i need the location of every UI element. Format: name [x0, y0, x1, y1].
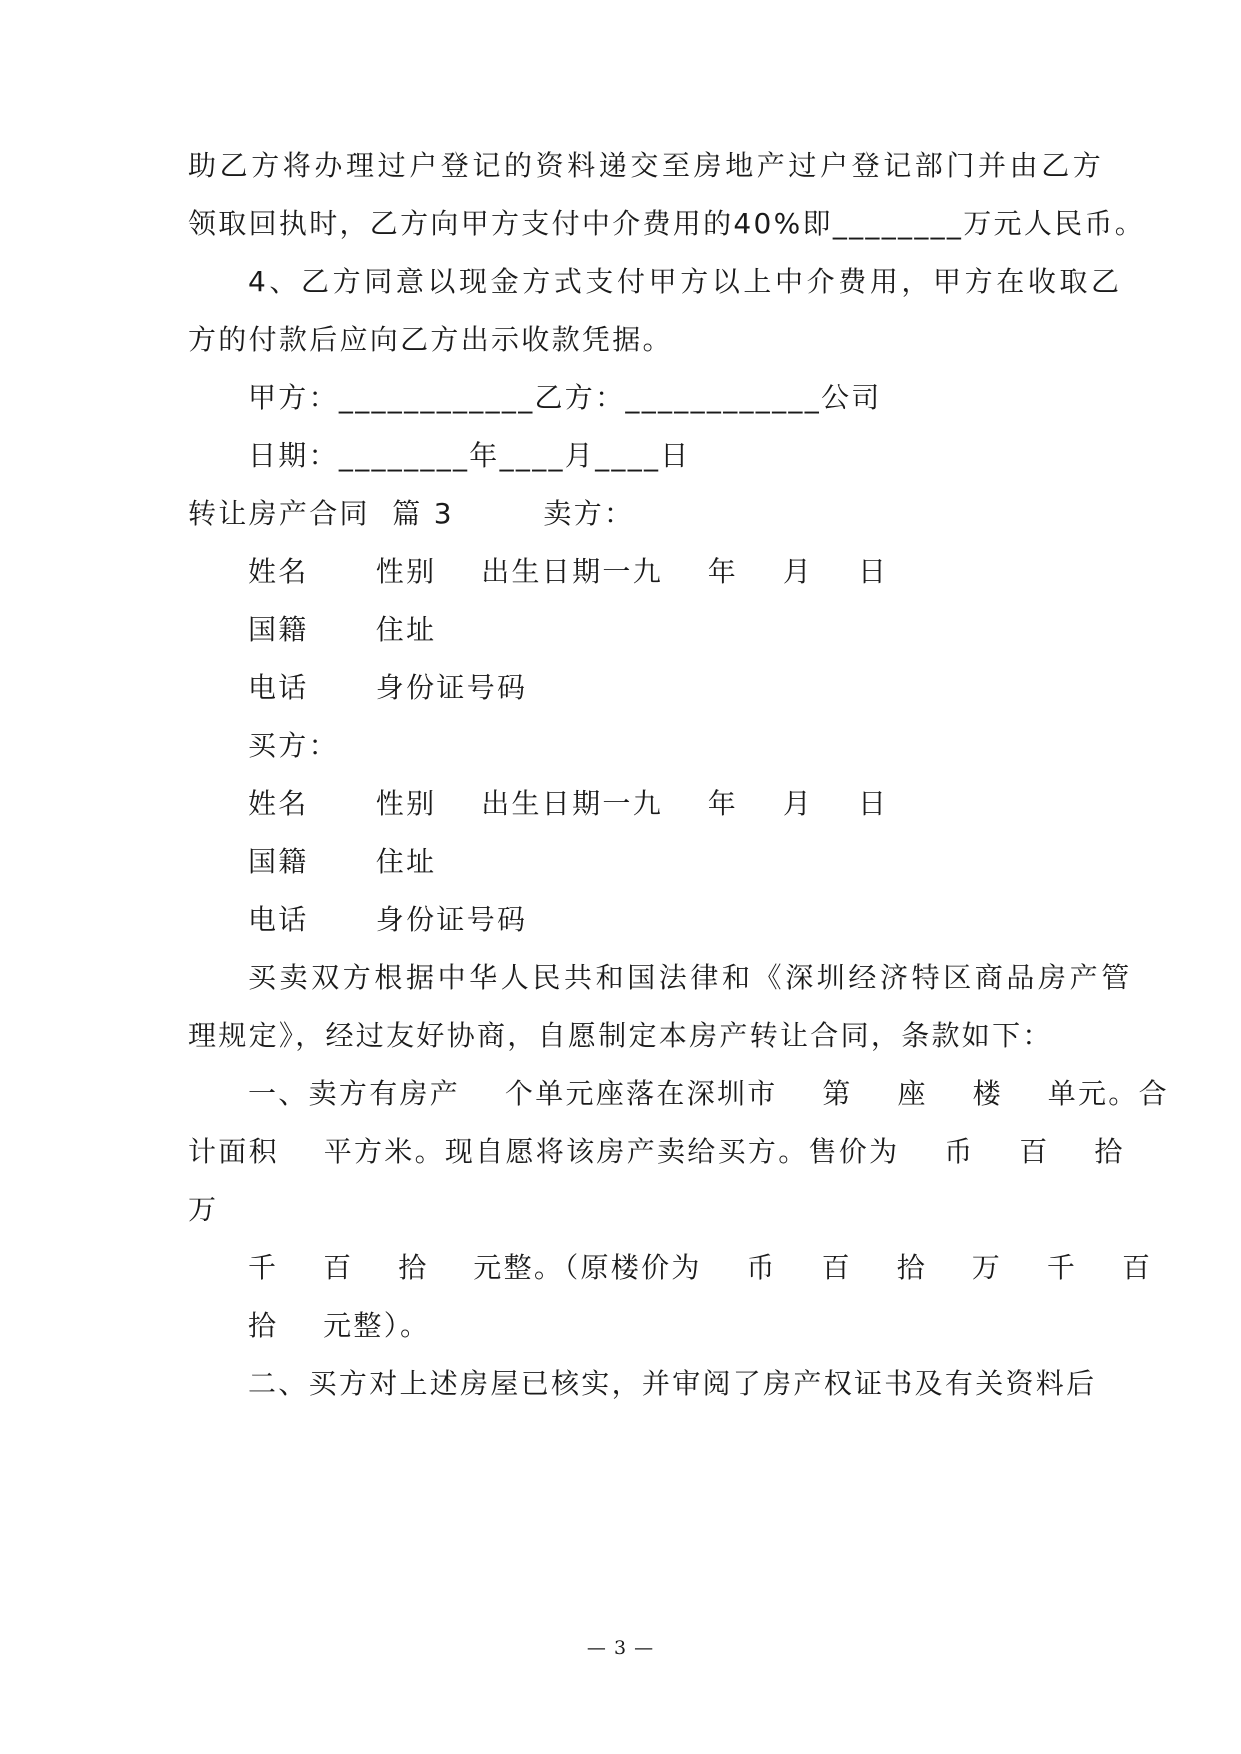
clause-line: 万	[188, 1193, 219, 1226]
paragraph-line: 助乙方将办理过户登记的资料递交至房地产过户登记部门并由乙方	[188, 149, 1105, 182]
paragraph-line: 4、乙方同意以现金方式支付甲方以上中介费用，甲方在收取乙	[248, 265, 1123, 298]
seller-name-line: 姓名 性别 出生日期一九 年 月 日	[248, 555, 889, 588]
paragraph-line: 领取回执时，乙方向甲方支付中介费用的40%即________万元人民币。	[188, 207, 1146, 240]
clause-line: 二、买方对上述房屋已核实，并审阅了房产权证书及有关资料后	[248, 1367, 1097, 1400]
buyer-name-line: 姓名 性别 出生日期一九 年 月 日	[248, 787, 889, 820]
paragraph-line: 理规定》，经过友好协商，自愿制定本房产转让合同，条款如下：	[188, 1019, 1053, 1052]
buyer-nationality-line: 国籍 住址	[248, 845, 437, 878]
page-number: — 3 —	[586, 1637, 655, 1659]
clause-line: 千 百 拾 元整。（原楼价为 币 百 拾 万 千 百	[248, 1251, 1153, 1284]
party-signature-line: 甲方：____________乙方：____________公司	[248, 381, 882, 414]
seller-phone-line: 电话 身份证号码	[248, 671, 528, 704]
clause-line: 计面积 平方米。现自愿将该房产卖给买方。售价为 币 百 拾	[188, 1135, 1125, 1168]
paragraph-line: 买卖双方根据中华人民共和国法律和《深圳经济特区商品房产管	[248, 961, 1133, 994]
buyer-phone-line: 电话 身份证号码	[248, 903, 528, 936]
seller-nationality-line: 国籍 住址	[248, 613, 437, 646]
buyer-label: 买方：	[248, 729, 339, 762]
paragraph-line: 方的付款后应向乙方出示收款凭据。	[188, 323, 673, 356]
clause-line: 拾 元整）。	[248, 1309, 431, 1342]
section-heading: 转让房产合同 篇 3 卖方：	[188, 497, 635, 530]
date-line: 日期：________年____月____日	[248, 439, 691, 472]
clause-line: 一、卖方有房产 个单元座落在深圳市 第 座 楼 单元。合	[248, 1077, 1169, 1110]
